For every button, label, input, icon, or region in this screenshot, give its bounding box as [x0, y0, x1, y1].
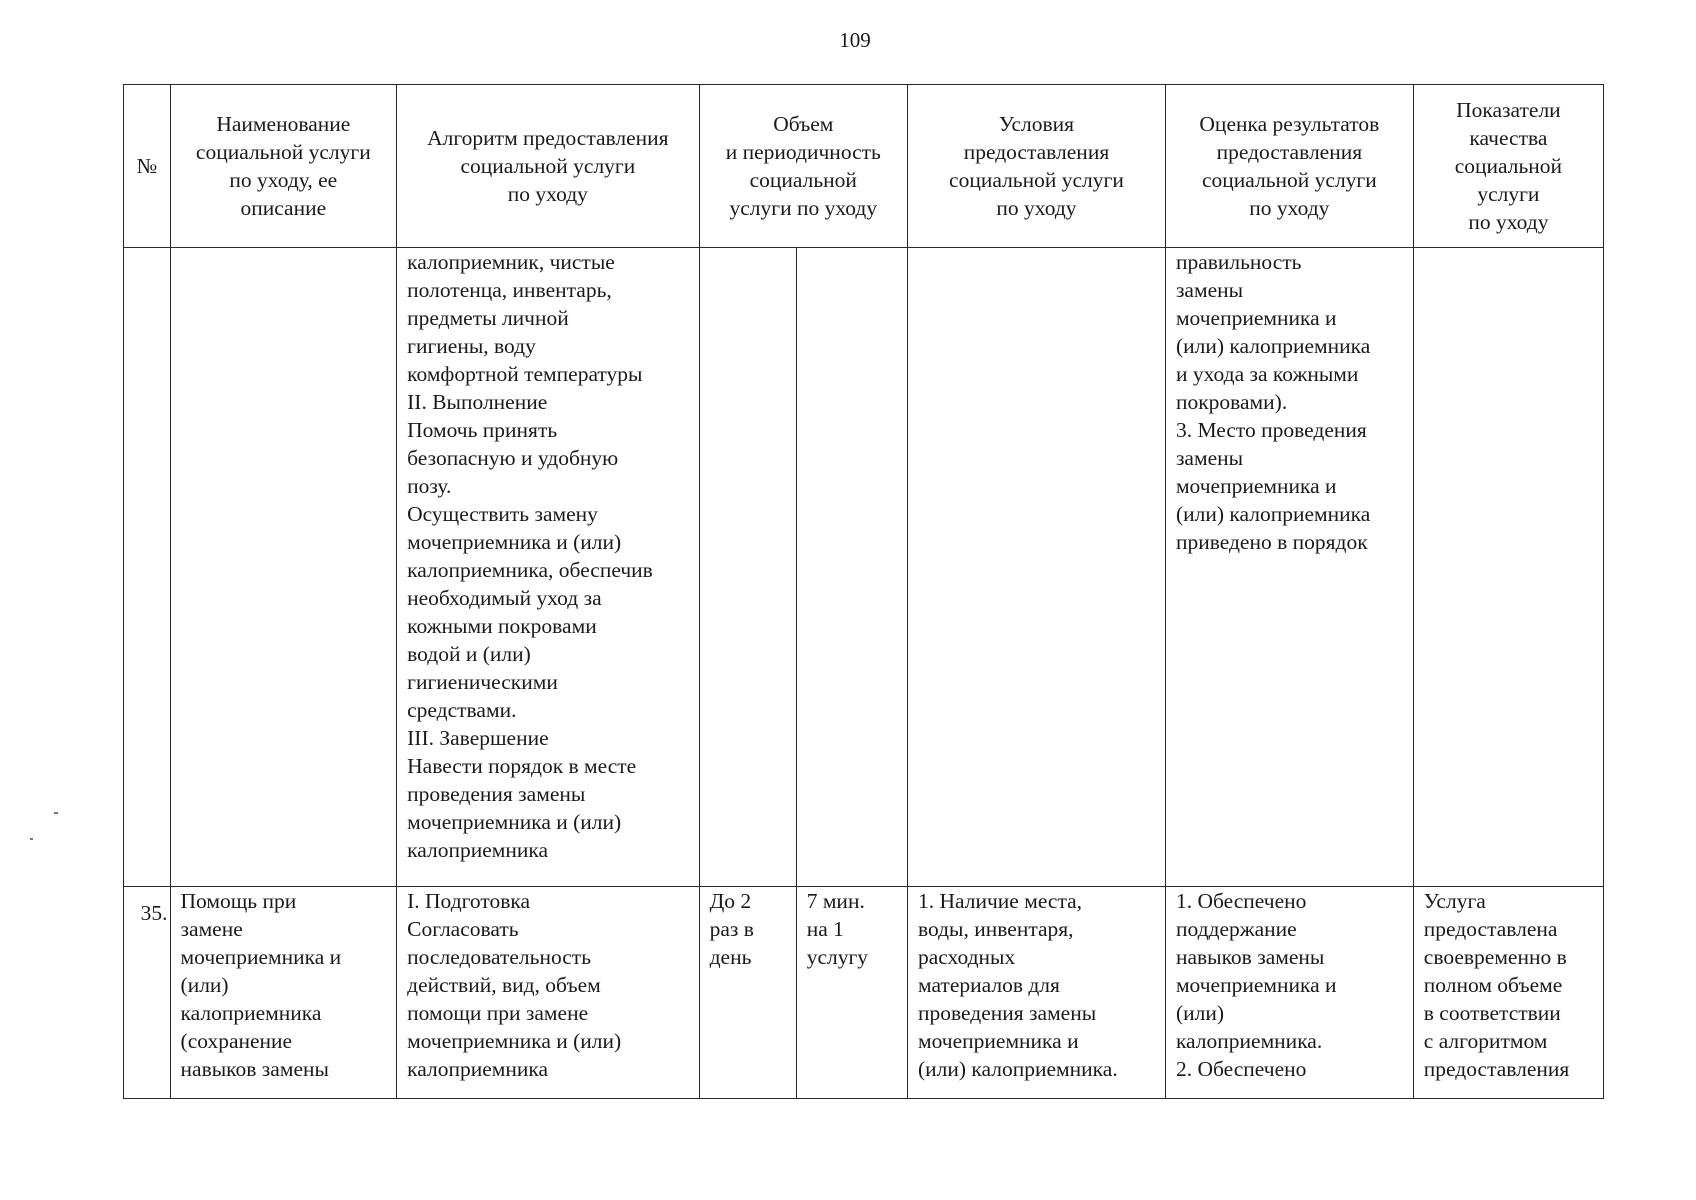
scan-speck	[30, 838, 33, 840]
header-conditions: Условия предоставления социальной услуги по уходу	[907, 85, 1165, 248]
cell-algorithm: I. Подготовка Согласовать последовательность действий, вид, объем помощи при замене мочеприемника и (или) калоприемника	[397, 887, 699, 1099]
header-num: №	[124, 85, 171, 248]
cell-frequency	[699, 248, 796, 887]
page-number: 109	[839, 28, 871, 52]
table-header	[124, 85, 1604, 248]
services-table	[123, 84, 1604, 1099]
header-quality: Показатели качества социальной услуги по уходу	[1413, 85, 1603, 248]
cell-quality	[1413, 248, 1603, 887]
cell-conditions	[907, 248, 1165, 887]
cell-duration: 7 мин. на 1 услугу	[796, 887, 907, 1099]
cell-quality: Услуга предоставлена своевременно в полном объеме в соответствии с алгоритмом предоставления	[1413, 887, 1603, 1099]
header-volume: Объем и периодичность социальной услуги по уходу	[699, 85, 907, 248]
scan-speck	[54, 812, 58, 814]
cell-num	[124, 248, 171, 887]
header-evaluation: Оценка результатов предоставления социальной услуги по уходу	[1165, 85, 1413, 248]
cell-evaluation: 1. Обеспечено поддержание навыков замены мочеприемника и (или) калоприемника. 2. Обеспечено	[1165, 887, 1413, 1099]
table-row	[124, 887, 1604, 1099]
cell-evaluation: правильность замены мочеприемника и (или) калоприемника и ухода за кожными покровами). 3. Место проведения замены мочеприемника и (или) калоприемника приведено в порядок	[1165, 248, 1413, 887]
cell-algorithm: калоприемник, чистые полотенца, инвентарь, предметы личной гигиены, воду комфортной температуры II. Выполнение Помочь принять безопасную и удобную позу. Осуществить замену мочеприемника и (или) калоприемника, обеспечив необходимый уход за кожными покровами водой и (или) гигиеническими средствами. III. Завершение Навести порядок в месте проведения замены мочеприемника и (или) калоприемника	[397, 248, 699, 887]
cell-frequency: До 2 раз в день	[699, 887, 796, 1099]
cell-service-name: Помощь при замене мочеприемника и (или) калоприемника (сохранение навыков замены	[170, 887, 397, 1099]
cell-service-name	[170, 248, 397, 887]
cell-num: 35.	[124, 887, 171, 1099]
header-algorithm: Алгоритм предоставления социальной услуги по уходу	[397, 85, 699, 248]
cell-conditions: 1. Наличие места, воды, инвентаря, расходных материалов для проведения замены мочеприемника и (или) калоприемника.	[907, 887, 1165, 1099]
table-row	[124, 248, 1604, 887]
cell-duration	[796, 248, 907, 887]
header-service-name: Наименование социальной услуги по уходу, ее описание	[170, 85, 397, 248]
